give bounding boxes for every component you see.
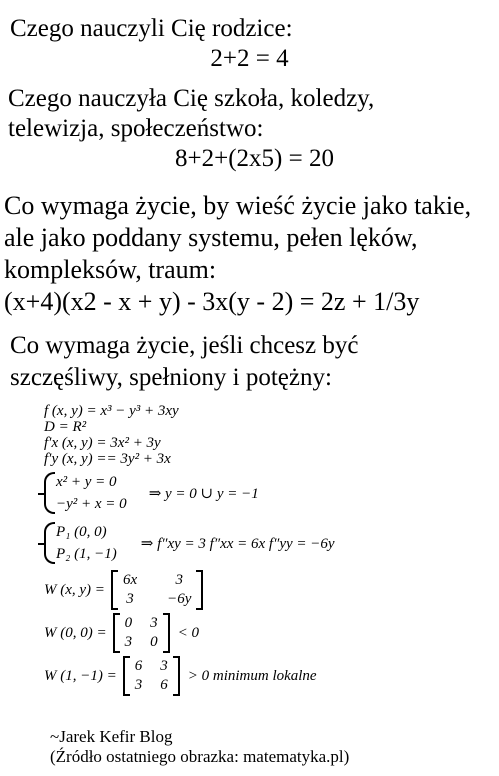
matrix-cell: 3 — [124, 634, 133, 650]
answer-school: 8+2+(2x5) = 20 — [175, 145, 334, 172]
system-1-block — [44, 471, 127, 515]
system-2-block — [44, 521, 117, 565]
answer-life-equation: (x+4)(x2 - x + y) - 3x(y - 2) = 2z + 1/3y — [4, 287, 420, 316]
matrix-cell: 3 — [150, 615, 158, 631]
question-parents: Czego nauczyli Cię rodzice: — [10, 15, 293, 42]
section-school — [0, 84, 499, 174]
equation-system-1 — [44, 469, 484, 517]
system-1-result: ⇒ y = 0 ∪ y = −1 — [148, 485, 259, 502]
system-1-eq-a: x² + y = 0 — [56, 474, 117, 490]
matrix-cell: −6y — [167, 591, 192, 607]
hessian-p2-label: W (1, −1) = — [44, 667, 117, 684]
question-school-line1: Czego nauczyła Cię szkoła, koledzy, — [8, 85, 375, 112]
partial-derivative-x: f′x (x, y) = 3x² + 3y — [44, 435, 161, 451]
question-happy-line2: szczęśliwy, spełniony i potężny: — [10, 364, 332, 391]
hessian-general-label: W (x, y) = — [44, 581, 105, 598]
matrix-cell: 6x — [122, 572, 138, 588]
matrix-cell: 6 — [134, 658, 143, 674]
equation-system-2 — [44, 519, 484, 567]
section-life-happy — [0, 330, 499, 394]
question-life-line1: Co wymaga życie, by wieść życie jako takie, — [4, 191, 472, 220]
point-p1: P₁ (0, 0) — [56, 524, 107, 540]
question-happy-line1: Co wymaga życie, jeśli chcesz być — [10, 332, 359, 359]
matrix-cell: 6 — [160, 677, 168, 693]
partial-derivative-y: f′y (x, y) == 3y² + 3x — [44, 451, 171, 467]
hessian-p1-row — [44, 613, 484, 653]
math-derivation — [44, 403, 484, 699]
hessian-p1-label: W (0, 0) = — [44, 624, 107, 641]
matrix-cell: 0 — [124, 615, 133, 631]
footer-author: ~Jarek Kefir Blog — [50, 727, 173, 746]
matrix-cell: 3 — [134, 677, 143, 693]
hessian-p2-result: > 0 minimum lokalne — [187, 667, 317, 684]
brace-1 — [44, 472, 55, 514]
system-1-eq-b: −y² + x = 0 — [56, 496, 127, 512]
question-life-line2: ale jako poddany systemu, pełen lęków, — [4, 223, 418, 252]
section-parents — [0, 14, 499, 74]
question-school-line2: telewizja, społeczeństwo: — [8, 115, 264, 142]
footer-source: (Źródło ostatniego obrazka: matematyka.pl) — [50, 747, 350, 766]
hessian-general-row — [44, 570, 484, 610]
matrix-cell: 3 — [126, 591, 134, 607]
hessian-p2-matrix — [123, 656, 180, 696]
point-p2: P₂ (1, −1) — [56, 546, 117, 562]
hessian-general-matrix — [111, 570, 203, 610]
hessian-p1-result: < 0 — [177, 624, 199, 641]
matrix-cell: 3 — [175, 572, 183, 588]
matrix-cell: 3 — [160, 658, 168, 674]
matrix-cell: 0 — [150, 634, 158, 650]
function-definition: f (x, y) = x³ − y³ + 3xy — [44, 403, 179, 419]
hessian-p1-matrix — [113, 613, 170, 653]
question-life-line3: kompleksów, traum: — [4, 255, 217, 284]
second-derivatives: ⇒ f″xy = 3 f″xx = 6x f″yy = −6y — [140, 535, 335, 552]
section-life-system — [0, 190, 499, 318]
footer — [0, 727, 499, 767]
answer-parents: 2+2 = 4 — [210, 45, 289, 72]
domain-definition: D = R² — [44, 419, 87, 435]
hessian-p2-row — [44, 656, 484, 696]
brace-2 — [44, 522, 55, 564]
